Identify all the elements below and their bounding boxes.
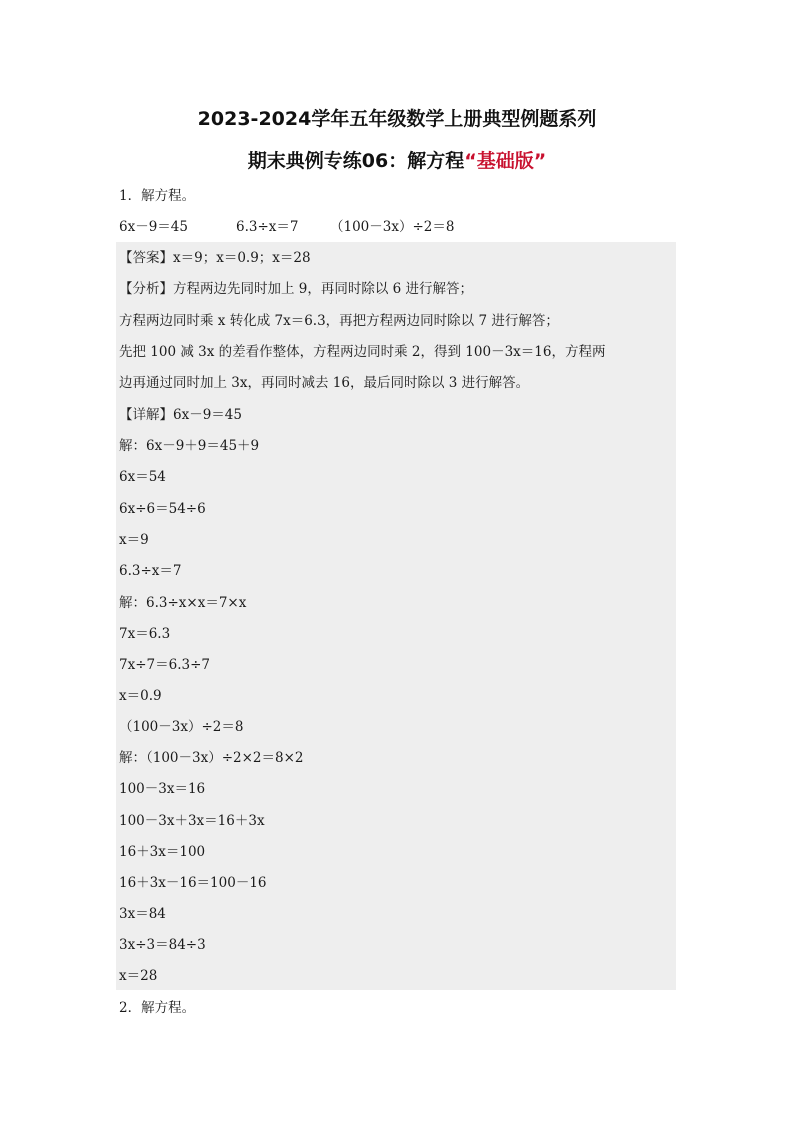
detail-line: 16＋3x＝100 — [119, 844, 206, 860]
detail-line: 100－3x＋3x＝16＋3x — [119, 813, 265, 829]
analysis-line-1: 【分析】方程两边先同时加上 9，再同时除以 6 进行解答； — [119, 281, 474, 297]
detail-line: 3x＝84 — [119, 906, 166, 922]
document-subtitle — [0, 146, 794, 173]
equation-2: 6.3÷x＝7 — [236, 219, 299, 235]
detail-line: （100－3x）÷2＝8 — [119, 719, 244, 735]
detail-line: 6.3÷x＝7 — [119, 563, 182, 579]
detail-line: 6x÷6＝54÷6 — [119, 501, 206, 517]
detail-line: 7x÷7＝6.3÷7 — [119, 657, 210, 673]
detail-line: 解：6.3÷x×x＝7×x — [119, 595, 247, 611]
document-title: 2023-2024学年五年级数学上册典型例题系列 — [197, 108, 597, 130]
detail-line: 【详解】6x－9＝45 — [119, 407, 242, 423]
detail-line: 6x＝54 — [119, 469, 166, 485]
analysis-line-2: 方程两边同时乘 x 转化成 7x＝6.3，再把方程两边同时除以 7 进行解答； — [119, 313, 559, 329]
analysis-line-3: 先把 100 减 3x 的差看作整体，方程两边同时乘 2，得到 100－3x＝16，方程两 — [119, 344, 606, 360]
detail-line: 16＋3x－16＝100－16 — [119, 875, 267, 891]
detail-line: x＝28 — [119, 968, 158, 984]
question-2-label: 2．解方程。 — [119, 1000, 196, 1016]
detail-line: x＝0.9 — [119, 688, 162, 704]
detail-line: x＝9 — [119, 532, 149, 548]
subtitle-highlight: “基础版” — [464, 150, 547, 172]
detail-line: 解：6x－9＋9＝45＋9 — [119, 438, 260, 454]
detail-line: 解：（100－3x）÷2×2＝8×2 — [119, 750, 304, 766]
detail-line: 100－3x＝16 — [119, 781, 206, 797]
analysis-line-4: 边再通过同时加上 3x，再同时减去 16，最后同时除以 3 进行解答。 — [119, 375, 530, 391]
answer-line: 【答案】x＝9；x＝0.9；x＝28 — [119, 250, 311, 266]
detail-line: 3x÷3＝84÷3 — [119, 937, 206, 953]
subtitle-main: 期末典例专练06：解方程 — [247, 150, 465, 172]
equation-1: 6x－9＝45 — [119, 219, 188, 235]
equation-3: （100－3x）÷2＝8 — [330, 219, 455, 235]
question-1-equations — [119, 217, 454, 237]
detail-line: 7x＝6.3 — [119, 626, 171, 642]
question-1-label: 1．解方程。 — [119, 188, 196, 204]
